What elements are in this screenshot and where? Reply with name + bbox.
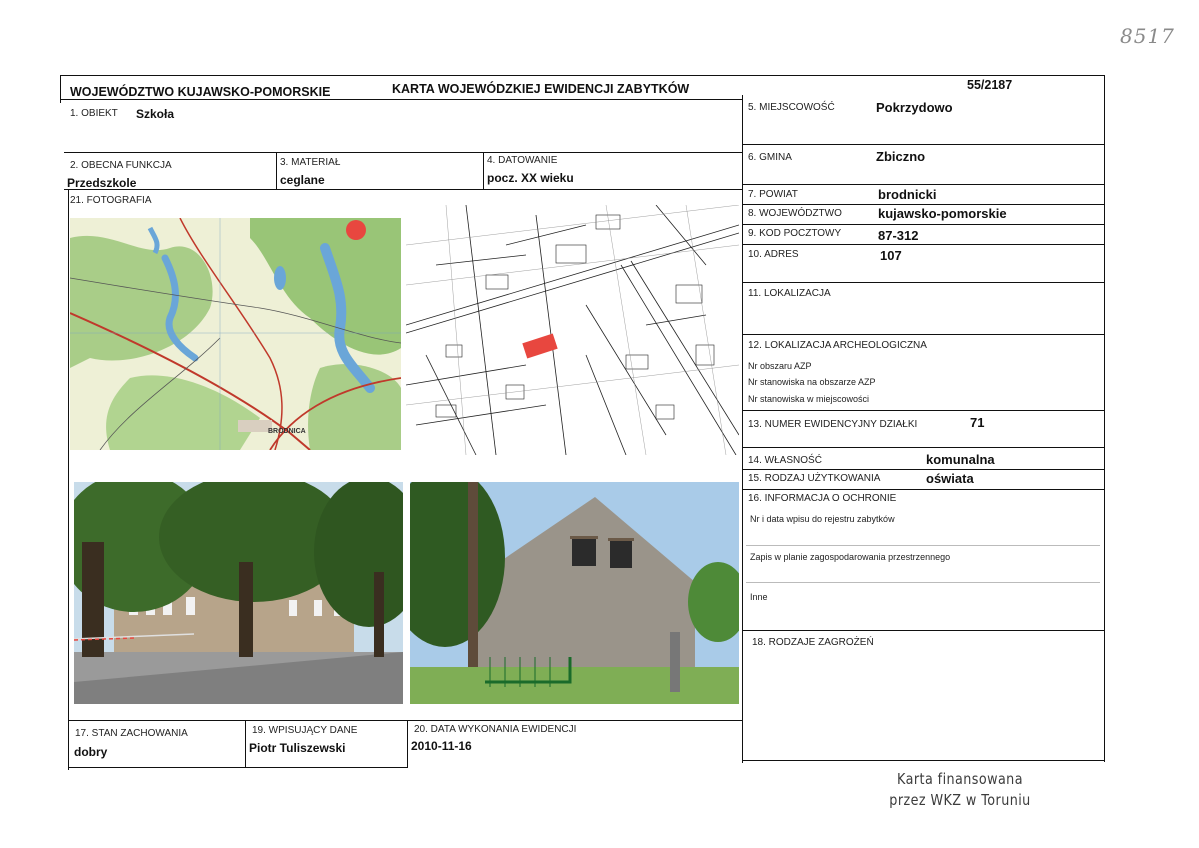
wlasnosc-label: 14. WŁASNOŚĆ xyxy=(748,455,822,466)
funkcja-label: 2. OBECNA FUNKCJA xyxy=(70,160,172,171)
dzialka-label: 13. NUMER EWIDENCYJNY DZIAŁKI xyxy=(748,419,918,430)
header-title: KARTA WOJEWÓDZKIEJ EWIDENCJI ZABYTKÓW xyxy=(392,82,690,96)
wojewodztwo-value: kujawsko-pomorskie xyxy=(878,206,1007,221)
adres-value: 107 xyxy=(880,248,902,263)
photo-gable-wall xyxy=(410,482,739,704)
lokalizacja-label: 11. LOKALIZACJA xyxy=(748,288,831,299)
ochrona-line1: Nr i data wpisu do rejestru zabytków xyxy=(750,514,895,524)
funkcja-value: Przedszkole xyxy=(67,176,137,190)
material-value: ceglane xyxy=(280,173,325,187)
data-label: 20. DATA WYKONANIA EWIDENCJI xyxy=(414,724,577,735)
bottom-divider-2 xyxy=(407,720,408,767)
gmina-label: 6. GMINA xyxy=(748,152,792,163)
ochrona-line2: Zapis w planie zagospodarowania przestrzennego xyxy=(750,552,951,562)
rodzaj-bottom xyxy=(742,489,1104,490)
wlasnosc-value: komunalna xyxy=(926,452,995,467)
frame-left xyxy=(60,75,61,103)
obiekt-bottom xyxy=(64,152,743,153)
card-number: 55/2187 xyxy=(967,78,1013,92)
row-2-bottom xyxy=(64,189,743,190)
rodzaj-value: oświata xyxy=(926,471,974,486)
adres-bottom xyxy=(742,282,1104,283)
stamp-line-2: przez WKZ w Toruniu xyxy=(889,791,1031,809)
arch-line1: Nr obszaru AZP xyxy=(748,361,812,371)
obiekt-label: 1. OBIEKT xyxy=(70,108,118,119)
adres-label: 10. ADRES xyxy=(748,249,799,260)
frame-right xyxy=(1104,75,1105,762)
header-region: WOJEWÓDZTWO KUJAWSKO-POMORSKIE xyxy=(70,85,331,99)
ochrona-line3: Inne xyxy=(750,592,768,602)
stan-label: 17. STAN ZACHOWANIA xyxy=(75,728,188,739)
cadastral-map xyxy=(406,205,739,455)
obiekt-value: Szkoła xyxy=(136,107,175,121)
wpisujacy-label: 19. WPISUJĄCY DANE xyxy=(252,725,358,736)
bottom-divider-1 xyxy=(245,720,246,767)
datowanie-label: 4. DATOWANIE xyxy=(487,155,558,166)
rodzaj-label: 15. RODZAJ UŻYTKOWANIA xyxy=(748,473,881,484)
column-divider xyxy=(742,95,743,763)
location-marker-icon xyxy=(346,220,366,240)
material-label: 3. MATERIAŁ xyxy=(280,157,341,168)
miejscowosc-label: 5. MIEJSCOWOŚĆ xyxy=(748,102,835,113)
fotografia-label: 21. FOTOGRAFIA xyxy=(70,195,152,206)
dzialka-bottom xyxy=(742,447,1104,448)
datowanie-value: pocz. XX wieku xyxy=(487,171,574,185)
cadastral-map-drawing xyxy=(406,205,739,455)
topographic-map-drawing xyxy=(70,218,401,450)
ochrona-sep-1 xyxy=(746,545,1100,546)
right-column-bottom xyxy=(742,760,1104,761)
bottom-row-top xyxy=(68,720,743,721)
wojewodztwo-bottom xyxy=(742,224,1104,225)
wpisujacy-value: Piotr Tuliszewski xyxy=(249,741,346,755)
wlasnosc-bottom xyxy=(742,469,1104,470)
kod-value: 87-312 xyxy=(878,228,919,243)
arch-line2: Nr stanowiska na obszarze AZP xyxy=(748,377,876,387)
arch-line3: Nr stanowiska w miejscowości xyxy=(748,394,870,404)
bottom-row-bottom xyxy=(68,767,408,768)
stamp-line-1: Karta finansowana xyxy=(897,770,1023,788)
arch-bottom xyxy=(742,410,1104,411)
material-divider xyxy=(483,152,484,189)
miejscowosc-value: Pokrzydowo xyxy=(876,100,953,115)
photo-school-building xyxy=(74,482,403,704)
dzialka-value: 71 xyxy=(970,415,985,430)
ochrona-bottom xyxy=(742,630,1104,631)
frame-header-bottom xyxy=(60,99,743,100)
ochrona-label: 16. INFORMACJA O OCHRONIE xyxy=(748,493,897,504)
handwritten-number: 8517 xyxy=(1120,24,1175,48)
kod-label: 9. KOD POCZTOWY xyxy=(748,228,842,239)
powiat-label: 7. POWIAT xyxy=(748,189,798,200)
arch-label: 12. LOKALIZACJA ARCHEOLOGICZNA xyxy=(748,340,927,351)
miejscowosc-bottom xyxy=(742,144,1104,145)
stan-value: dobry xyxy=(74,745,108,759)
funkcja-divider xyxy=(276,152,277,189)
frame-top xyxy=(60,75,1104,76)
photo-school-building-drawing xyxy=(74,482,403,704)
wojewodztwo-label: 8. WOJEWÓDZTWO xyxy=(748,208,842,219)
gmina-bottom xyxy=(742,184,1104,185)
photo-gable-wall-drawing xyxy=(410,482,739,704)
parcel-highlight xyxy=(522,333,557,358)
powiat-value: brodnicki xyxy=(878,187,937,202)
lokalizacja-bottom xyxy=(742,334,1104,335)
data-value: 2010-11-16 xyxy=(411,739,472,753)
kod-bottom xyxy=(742,244,1104,245)
header-bar xyxy=(62,76,1104,98)
gmina-value: Zbiczno xyxy=(876,149,926,164)
topographic-map xyxy=(70,218,401,450)
zagrozenia-label: 18. RODZAJE ZAGROŻEŃ xyxy=(752,637,874,648)
financing-stamp xyxy=(860,770,1060,809)
frame-left-lower xyxy=(68,190,69,770)
map-town-label: BRODNICA xyxy=(268,428,306,435)
ochrona-sep-2 xyxy=(746,582,1100,583)
powiat-bottom xyxy=(742,204,1104,205)
